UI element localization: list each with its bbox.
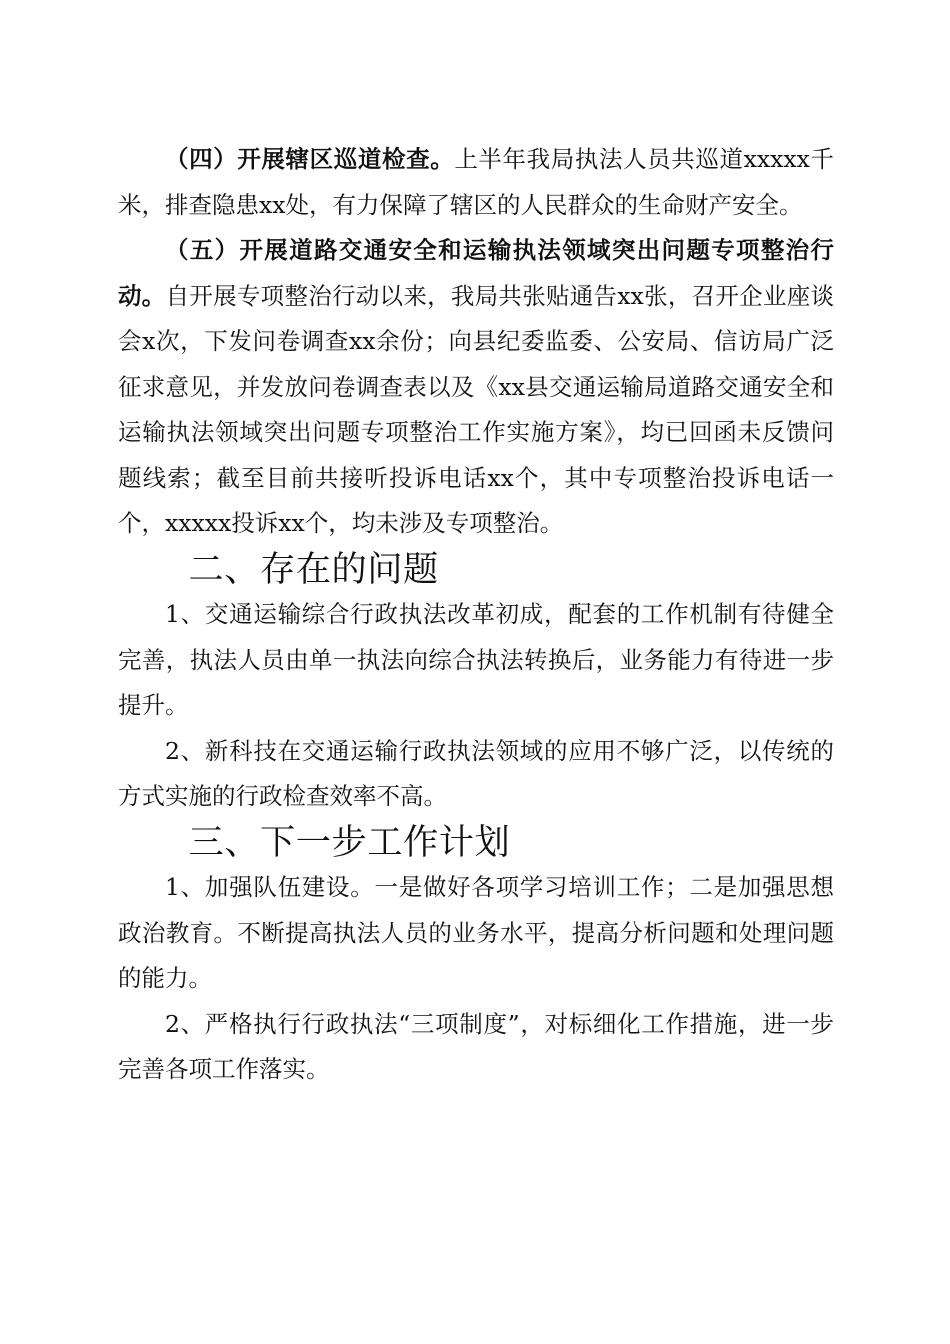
paragraph-patrol-inspection bbox=[118, 137, 834, 228]
section-heading-next-plan: 三、下一步工作计划 bbox=[188, 821, 511, 863]
plan-item-1: 1、加强队伍建设。一是做好各项学习培训工作；二是加强思想政治教育。不断提高执法人员的业务水平，提高分析问题和处理问题的能力。 bbox=[118, 873, 834, 992]
problem-item-2: 2、新科技在交通运输行政执法领域的应用不够广泛，以传统的方式实施的行政检查效率不高。 bbox=[118, 736, 834, 810]
section-heading-problems: 二、存在的问题 bbox=[188, 548, 439, 590]
paragraph-text: 上半年我局执法人员共巡道xxxxx千米，排查隐患xx处，有力保障了辖区的人民群众的生命财产安全。 bbox=[118, 145, 834, 219]
paragraph-special-rectification bbox=[118, 228, 834, 547]
paragraph-lead: （五）开展道路交通安全和运输执法领域突出问题专项整治行动。 bbox=[118, 236, 834, 310]
paragraph-text: 自开展专项整治行动以来，我局共张贴通告xx张，召开企业座谈会x次，下发问卷调查xx余份；向县纪委监委、公安局、信访局广泛征求意见，并发放问卷调查表以及《xx县交通运输局道路交通安全和运输执法领域突出问题专项整治工作实施方案》，均已回函未反馈问题线索；截至目前共接听投诉电话xx个，其中专项整治投诉电话一个，xxxxx投诉xx个，均未涉及专项整治。 bbox=[118, 281, 835, 537]
paragraph-lead: （四）开展辖区巡道检查。 bbox=[165, 145, 455, 173]
document-body bbox=[118, 137, 834, 1093]
problem-item-1: 1、交通运输综合行政执法改革初成，配套的工作机制有待健全完善，执法人员由单一执法向综合执法转换后，业务能力有待进一步提升。 bbox=[118, 600, 834, 719]
plan-item-2: 2、严格执行行政执法“三项制度”，对标细化工作措施，进一步完善各项工作落实。 bbox=[118, 1009, 834, 1083]
